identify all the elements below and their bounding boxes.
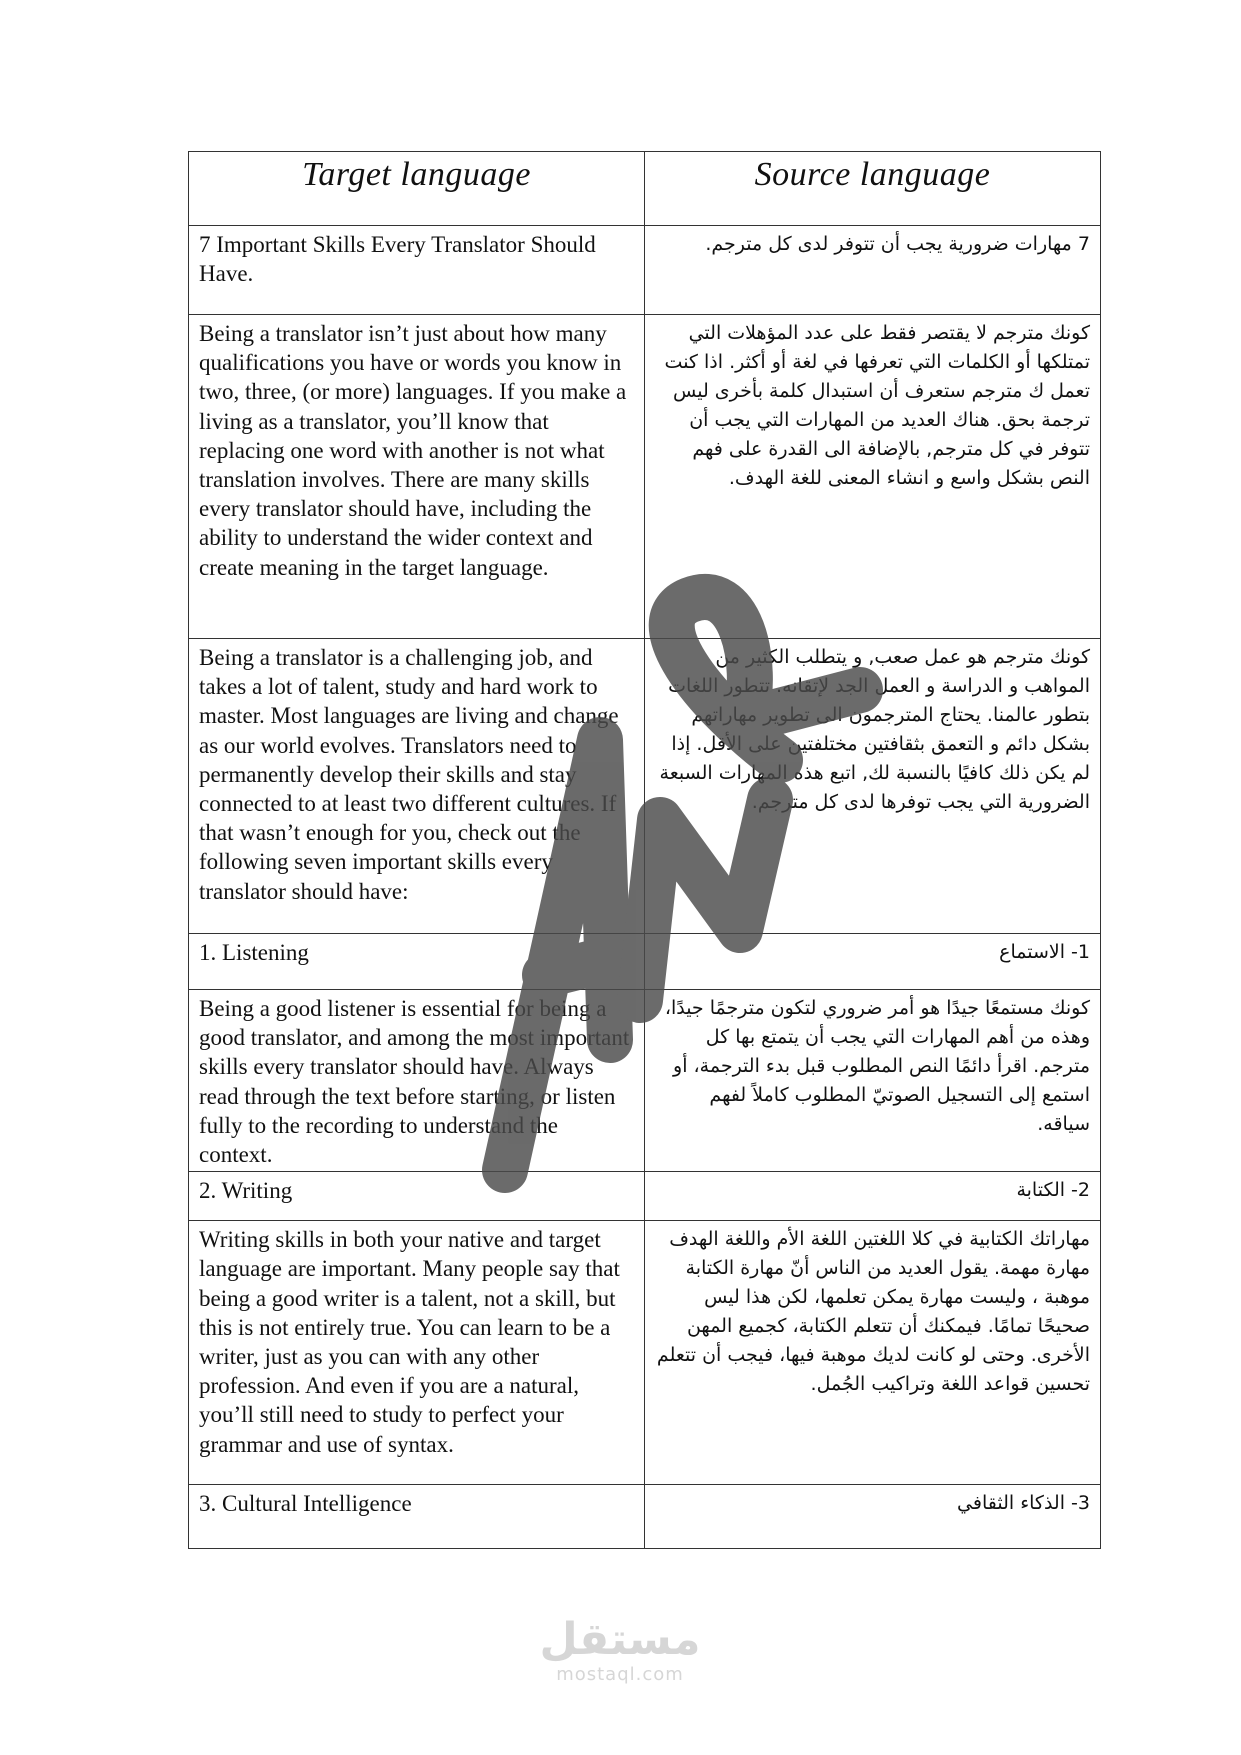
logo-arabic-text: مستقل: [539, 1614, 701, 1665]
target-cell-intro: Being a translator isn’t just about how many qualifications you have or words you know in two, three, (or more) languages. If you make a living as a translator, you’ll know that replacing one word with another is not what translation involves. There are many skills every translator should have, including the ability to understand the wider context and create meaning in the target language.: [189, 315, 645, 639]
table-row: [189, 934, 1101, 990]
source-cell-intro: كونك مترجم لا يقتصر فقط على عدد المؤهلات التي تمتلكها أو الكلمات التي تعرفها في لغة أو أكثر. اذا كنت تعمل ك مترجم ستعرف أن استبدال كلمة بأخرى ليس ترجمة بحق. هناك العديد من المهارات التي يجب أن تتوفر في كل مترجم, بالإضافة الى القدرة على فهم النص بشكل واسع و انشاء المعنى للغة الهدف.: [645, 315, 1101, 639]
table-row: [189, 1172, 1101, 1221]
target-cell-title: 7 Important Skills Every Translator Should Have.: [189, 226, 645, 315]
target-cell-cultural-heading: 3. Cultural Intelligence: [189, 1485, 645, 1549]
source-cell-challenge: كونك مترجم هو عمل صعب, و يتطلب الكثير من المواهب و الدراسة و العمل الجد لإتقانه. تتطور اللغات بتطور عالمنا. يحتاج المترجمون الى تطوير مهاراتهم بشكل دائم و التعمق بثقافتين مختلفتين على الأقل. إذا لم يكن ذلك كافيًا بالنسبة لك, اتبع هذه المهارات السبعة الضرورية التي يجب توفرها لدى كل مترجم.: [645, 639, 1101, 934]
table-row: [189, 990, 1101, 1172]
logo-latin-text: mostaql.com: [556, 1664, 684, 1685]
translation-table: [188, 151, 1101, 1549]
source-cell-listening-heading: 1- الاستماع: [645, 934, 1101, 990]
table-row: [189, 226, 1101, 315]
source-cell-title: 7 مهارات ضرورية يجب أن تتوفر لدى كل مترجم.: [645, 226, 1101, 315]
source-cell-writing-body: مهاراتك الكتابية في كلا اللغتين اللغة الأم واللغة الهدف مهارة مهمة. يقول العديد من الناس أنّ مهارة الكتابة موهبة ، وليست مهارة يمكن تعلمها، لكن هذا ليس صحيحًا تمامًا. فيمكنك أن تتعلم الكتابة، كجميع المهن الأخرى. وحتى لو كانت لديك موهبة فيها، فيجب أن تتعلم تحسين قواعد اللغة وتراكيب الجُمل.: [645, 1221, 1101, 1485]
source-cell-writing-heading: 2- الكتابة: [645, 1172, 1101, 1221]
source-cell-cultural-heading: 3- الذكاء الثقافي: [645, 1485, 1101, 1549]
table-row: [189, 1221, 1101, 1485]
table-row: [189, 639, 1101, 934]
target-language-heading: Target language: [189, 152, 645, 226]
target-cell-listening-heading: 1. Listening: [189, 934, 645, 990]
mostaql-logo: [500, 1615, 740, 1685]
target-cell-writing-body: Writing skills in both your native and target language are important. Many people say that being a good writer is a talent, not a skill, but this is not entirely true. You can learn to be a writer, just as you can with any other profession. And even if you are a natural, you’ll still need to study to perfect your grammar and use of syntax.: [189, 1221, 645, 1485]
table-row: [189, 315, 1101, 639]
source-language-heading: Source language: [645, 152, 1101, 226]
source-cell-listening-body: كونك مستمعًا جيدًا هو أمر ضروري لتكون مترجمًا جيدًا، وهذه من أهم المهارات التي يجب أن يتمتع بها كل مترجم. اقرأ دائمًا النص المطلوب قبل بدء الترجمة، أو استمع إلى التسجيل الصوتيّ المطلوب كاملاً لفهم سياقه.: [645, 990, 1101, 1172]
target-cell-listening-body: Being a good listener is essential for being a good translator, and among the most important skills every translator should have. Always read through the text before starting, or listen fully to the recording to understand the context.: [189, 990, 645, 1172]
target-cell-writing-heading: 2. Writing: [189, 1172, 645, 1221]
table-header-row: [189, 152, 1101, 226]
table-row: [189, 1485, 1101, 1549]
target-cell-challenge: Being a translator is a challenging job, and takes a lot of talent, study and hard work to master. Most languages are living and change as our world evolves. Translators need to permanently develop their skills and stay connected to at least two different cultures. If that wasn’t enough for you, check out the following seven important skills every translator should have:: [189, 639, 645, 934]
